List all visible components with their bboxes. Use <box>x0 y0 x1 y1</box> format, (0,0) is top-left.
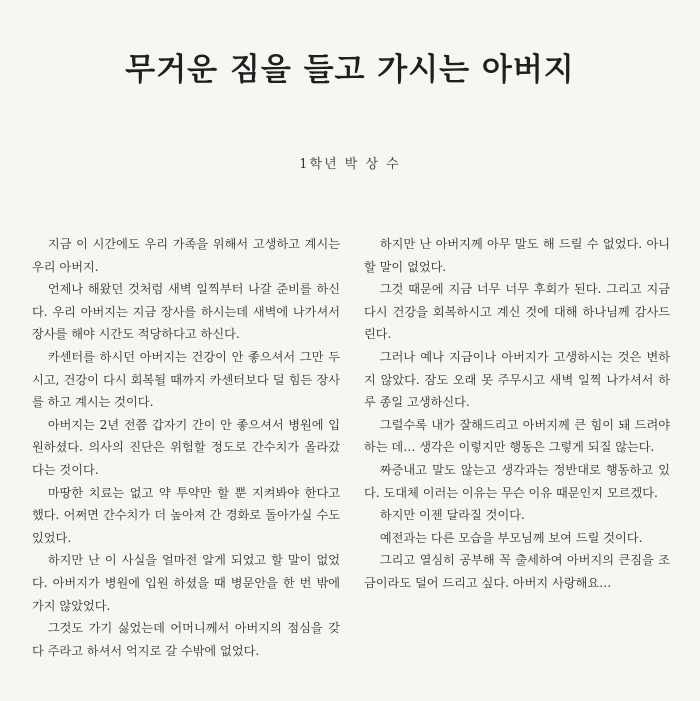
right-column <box>364 233 670 595</box>
paragraph: 마땅한 치료는 없고 약 투약만 할 뿐 지켜봐야 한다고 했다. 어쩌면 간수치가 더 높아져 간 경화로 돌아가실 수도 있었다. <box>32 485 340 545</box>
paragraph: 하지만 이젠 달라질 것이다. <box>379 508 525 523</box>
paragraph: 아버지는 2년 전쯤 갑자기 간이 안 좋으셔서 병원에 입원하셨다. 의사의 진단은 위험할 정도로 간수치가 올라갔다는 것이다. <box>32 417 340 477</box>
author-line: 1학년 박 상 수 <box>299 157 401 172</box>
left-column <box>32 233 340 662</box>
paragraph: 그러나 예나 지금이나 아버지가 고생하시는 것은 변하지 않았다. 잠도 오래 못 주무시고 새벽 일찍 나가셔서 하루 종일 고생하신다. <box>364 349 670 410</box>
paragraph: 그것도 가기 싫었는데 어머니께서 아버지의 점심을 갖다 주라고 하셔서 억지로 갈 수밖에 없었다. <box>32 621 340 658</box>
paragraph: 그럴수록 내가 잘해드리고 아버지께 큰 힘이 돼 드려야 하는 데… 생각은 이렇지만 행동은 그렇게 되질 않는다. <box>364 417 670 455</box>
paragraph: 짜증내고 말도 않는고 생각과는 정반대로 행동하고 있다. 도대체 이러는 이유는 무슨 이유 때문인지 모르겠다. <box>364 462 670 500</box>
paragraph: 하지만 난 이 사실을 얼마전 알게 되었고 할 말이 없었다. 아버지가 병원에 입원 하셨을 때 병문안을 한 번 밖에 가지 않았었다. <box>32 553 340 613</box>
paragraph: 예전과는 다른 모습을 부모님께 보여 드릴 것이다. <box>379 530 643 545</box>
paragraph: 그리고 열심히 공부해 꼭 출세하여 아버지의 큰짐을 조금이라도 덜어 드리고 싶다. 아버지 사랑해요… <box>364 553 670 590</box>
paragraph: 지금 이 시간에도 우리 가족을 위해서 고생하고 계시는 우리 아버지. <box>32 237 340 274</box>
essay-title: 무거운 짐을 들고 가시는 아버지 <box>125 52 575 88</box>
paragraph: 그것 때문에 지금 너무 너무 후회가 된다. 그리고 지금 다시 건강을 회복하시고 계신 것에 대해 하나님께 감사드린다. <box>364 282 670 342</box>
paragraph: 언제나 해왔던 것처럼 새벽 일찍부터 나갈 준비를 하신다. 우리 아버지는 지금 장사를 하시는데 새벽에 나가셔서 장사를 해야 시간도 적당하다고 하신다. <box>32 282 340 342</box>
paragraph: 카센터를 하시던 아버지는 건강이 안 좋으셔서 그만 두시고, 건강이 다시 회복될 때까지 카센터보다 덜 힘든 장사를 하고 계시는 것이다. <box>32 349 340 410</box>
paragraph: 하지만 난 아버지께 아무 말도 해 드릴 수 없었다. 아니 할 말이 없었다. <box>364 237 670 274</box>
